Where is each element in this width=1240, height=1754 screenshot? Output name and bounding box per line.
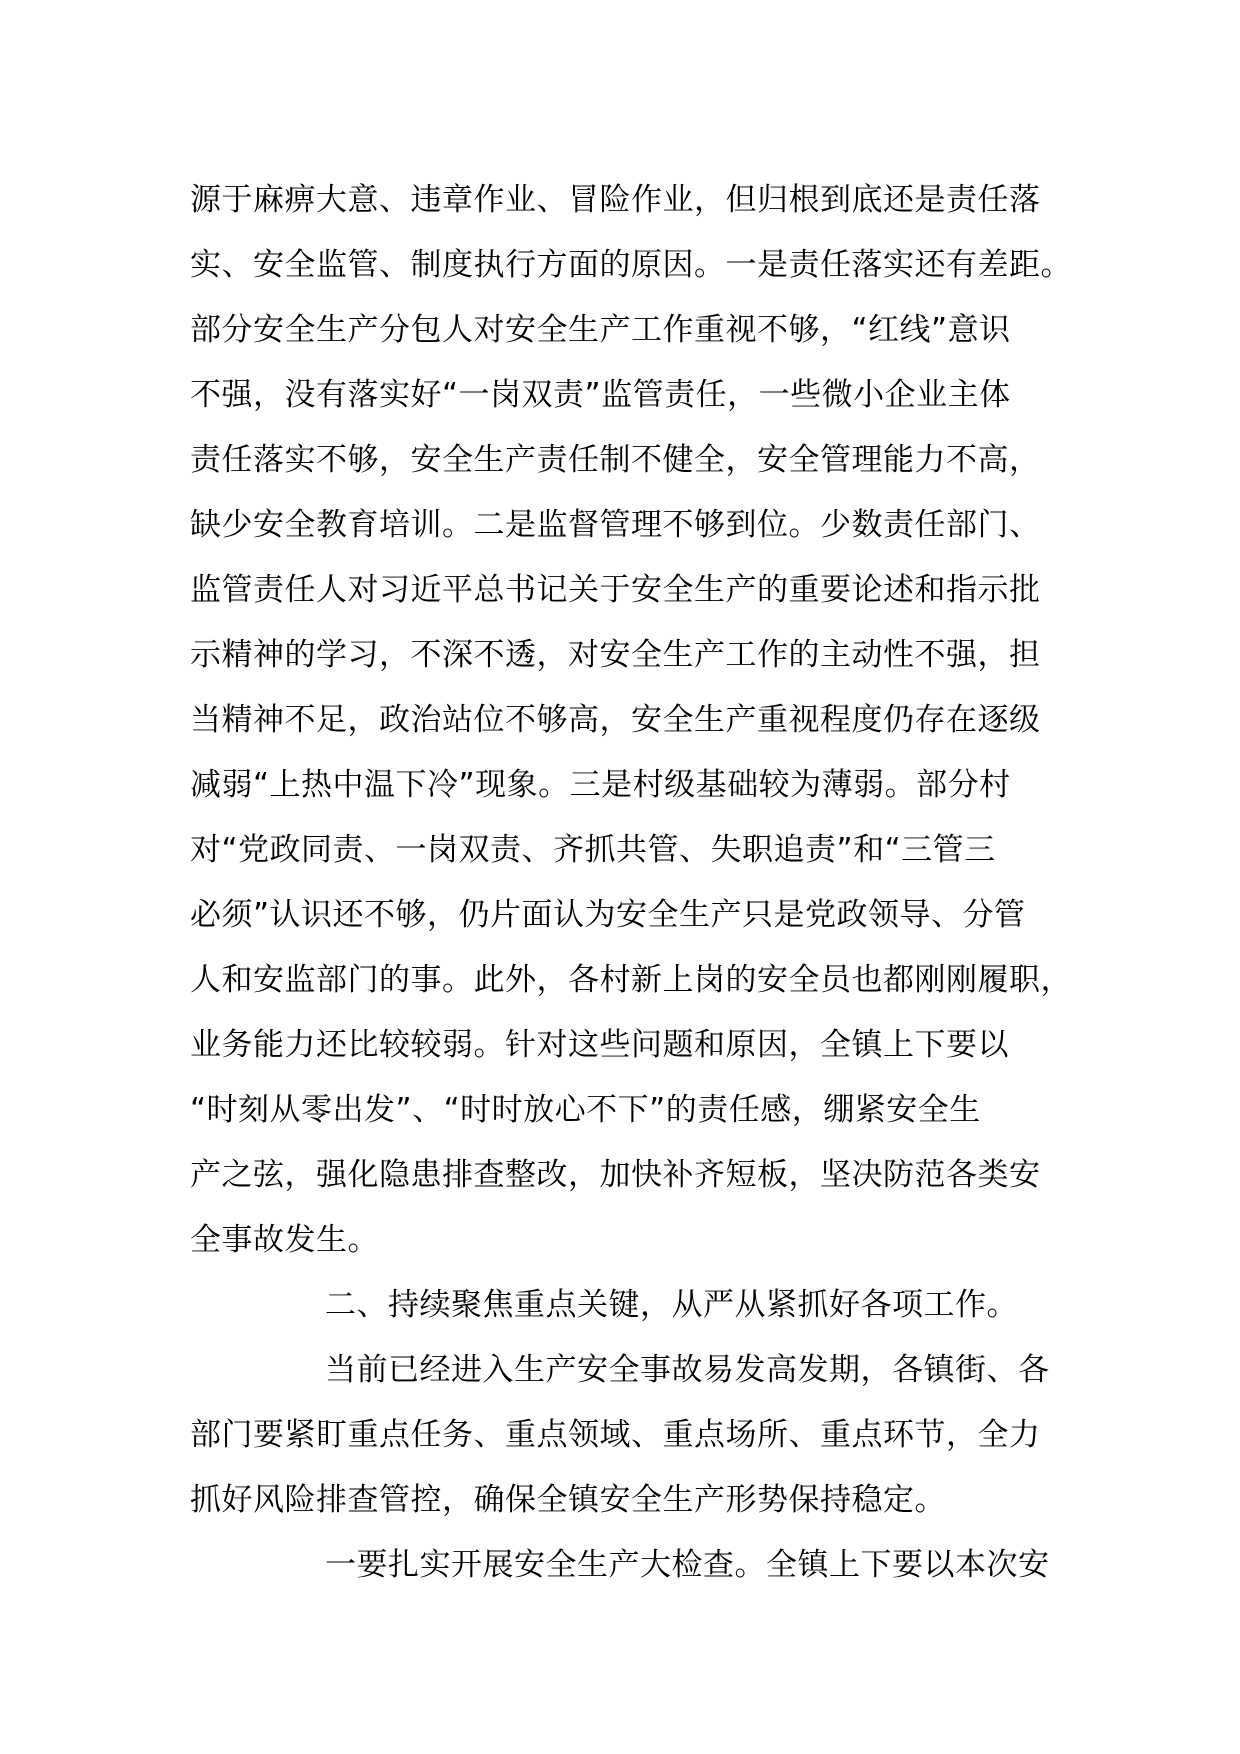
text-line: 监管责任人对习近平总书记关于安全生产的重要论述和指示批 xyxy=(190,572,1041,608)
text-line: 示精神的学习，不深不透，对安全生产工作的主动性不强，担 xyxy=(190,637,1041,673)
paragraph-first-line: 一要扎实开展安全生产大检查。全镇上下要以本次安 xyxy=(325,1547,1050,1583)
text-line: 责任落实不够，安全生产责任制不健全，安全管理能力不高， xyxy=(190,442,1041,478)
text-line: 人和安监部门的事。此外，各村新上岗的安全员也都刚刚履职， xyxy=(190,962,1072,998)
section-heading: 二、持续聚焦重点关键，从严从紧抓好各项工作。 xyxy=(325,1287,1018,1323)
text-line: 源于麻痹大意、违章作业、冒险作业，但归根到底还是责任落 xyxy=(190,182,1041,218)
text-line: 缺少安全教育培训。二是监督管理不够到位。少数责任部门、 xyxy=(190,507,1041,543)
text-line: 业务能力还比较较弱。针对这些问题和原因，全镇上下要以 xyxy=(190,1027,1009,1063)
text-line: 实、安全监管、制度执行方面的原因。一是责任落实还有差距。 xyxy=(190,247,1072,283)
text-line: 必须”认识还不够，仍片面认为安全生产只是党政领导、分管 xyxy=(190,897,1026,933)
text-line: 对“党政同责、一岗双责、齐抓共管、失职追责”和“三管三 xyxy=(190,832,996,868)
text-line: 不强，没有落实好“一岗双责”监管责任，一些微小企业主体 xyxy=(190,377,1011,413)
paragraph-first-line: 当前已经进入生产安全事故易发高发期，各镇街、各 xyxy=(325,1352,1050,1388)
text-line: 当精神不足，政治站位不够高，安全生产重视程度仍存在逐级 xyxy=(190,702,1041,738)
text-line: 部分安全生产分包人对安全生产工作重视不够，“红线”意识 xyxy=(190,312,1011,348)
text-line: 全事故发生。 xyxy=(190,1222,379,1258)
text-line: “时刻从零出发”、“时时放心不下”的责任感，绷紧安全生 xyxy=(190,1092,981,1128)
document-body xyxy=(190,168,1090,1598)
text-line: 抓好风险排查管控，确保全镇安全生产形势保持稳定。 xyxy=(190,1482,946,1518)
text-line: 部门要紧盯重点任务、重点领域、重点场所、重点环节，全力 xyxy=(190,1417,1041,1453)
text-line: 产之弦，强化隐患排查整改，加快补齐短板，坚决防范各类安 xyxy=(190,1157,1041,1193)
text-line: 减弱“上热中温下冷”现象。三是村级基础较为薄弱。部分村 xyxy=(190,767,1011,803)
